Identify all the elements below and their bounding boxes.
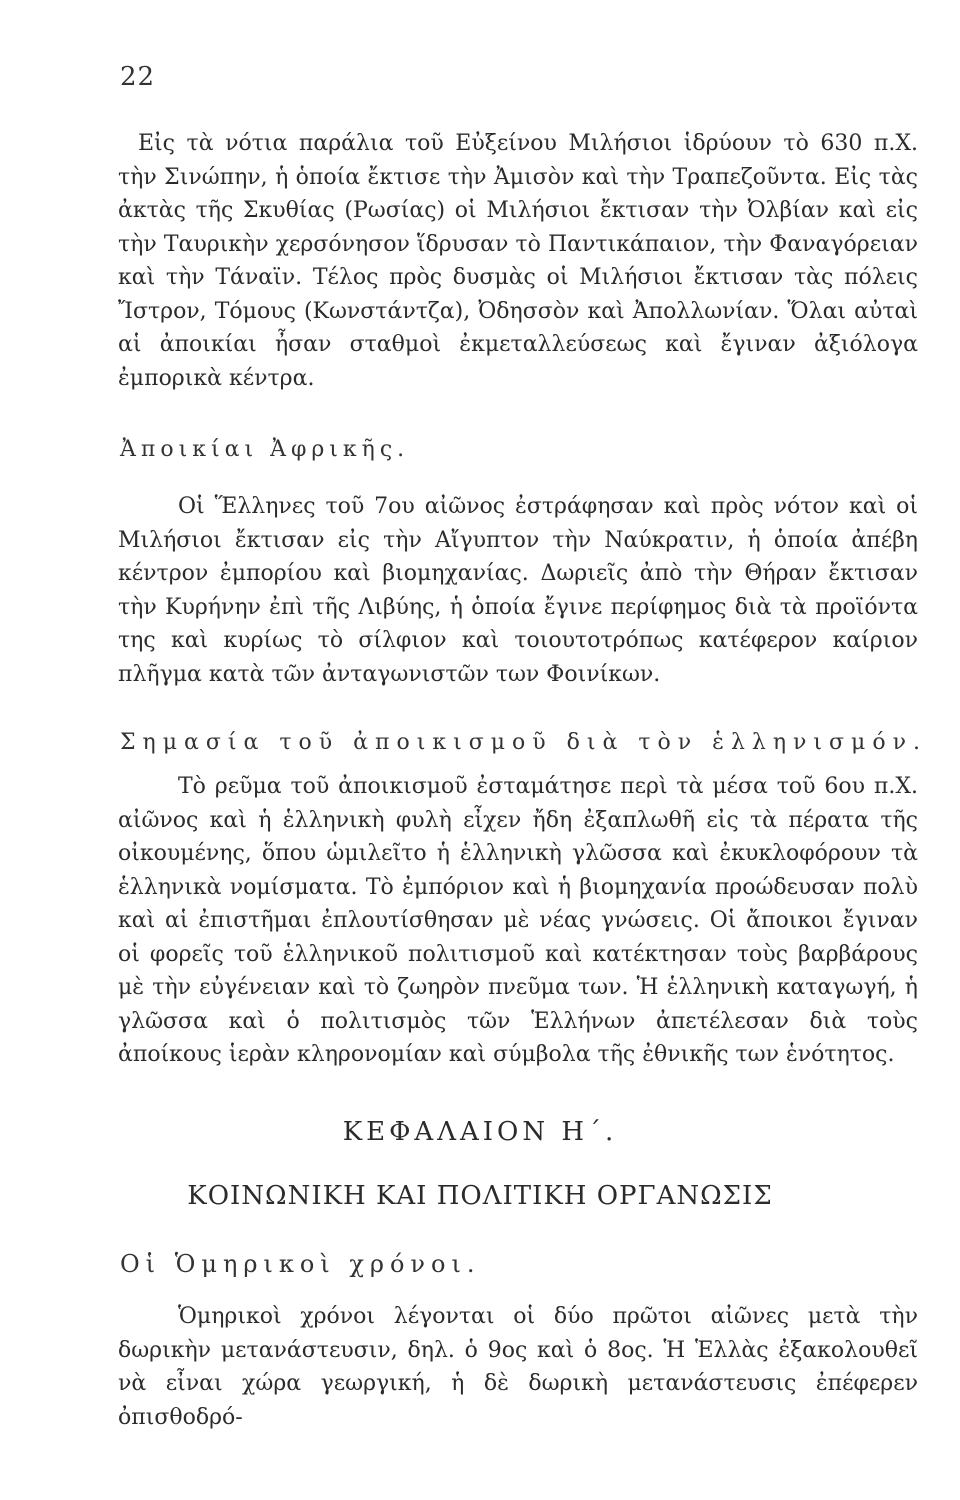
paragraph-significance bbox=[118, 770, 918, 1072]
page-number: 22 bbox=[120, 62, 156, 92]
subheading-homeric-times: Οἱ Ὁμηρικοὶ χρόνοι. bbox=[120, 1250, 481, 1278]
paragraph-black-sea-colonies bbox=[118, 127, 918, 395]
subheading-africa-colonies: Ἀποικίαι Ἀφρικῆς. bbox=[120, 437, 410, 462]
paragraph-text: Τὸ ρεῦμα τοῦ ἀποικισμοῦ ἐσταμάτησε περὶ τὰ μέσα τοῦ 6ου π.Χ. αἰῶνος καὶ ἡ ἑλληνικὴ φυλὴ εἶχεν ἤδη ἐξαπλωθῆ εἰς τὰ πέρατα τῆς οἰκουμένης, ὅπου ὡμιλεῖτο ἡ ἑλληνικὴ γλῶσσα καὶ ἐκυκλοφόρουν τὰ ἑλληνικὰ νομίσματα. Τὸ ἐμπόριον καὶ ἡ βιομηχανία προώδευσαν πολὺ καὶ αἱ ἐπιστῆμαι ἐπλουτίσθησαν μὲ νέας γνώσεις. Οἱ ἄποικοι ἔγιναν οἱ φορεῖς τοῦ ἑλληνικοῦ πολιτισμοῦ καὶ κατέκτησαν τοὺς βαρβάρους μὲ τὴν εὐγένειαν καὶ τὸ ζωηρὸν πνεῦμα των. Ἡ ἑλληνικὴ καταγωγή, ἡ γλῶσσα καὶ ὁ πολιτισμὸς τῶν Ἑλλήνων ἀπετέλεσαν διὰ τοὺς ἀποίκους ἱερὰν κληρονομίαν καὶ σύμβολα τῆς ἐθνικῆς των ἑνότητος. bbox=[118, 774, 918, 1067]
paragraph-africa-colonies bbox=[118, 490, 918, 691]
subheading-significance: Σημασία τοῦ ἀποικισμοῦ διὰ τὸν ἑλληνισμόν. bbox=[120, 730, 927, 755]
paragraph-text: Οἱ Ἕλληνες τοῦ 7ου αἰῶνος ἐστράφησαν καὶ πρὸς νότον καὶ οἱ Μιλήσιοι ἔκτισαν εἰς τὴν Αἴγυπτον τὴν Ναύκρατιν, ἡ ὁποία ἀπέβη κέντρον ἐμπορίου καὶ βιομηχανίας. Δωριεῖς ἀπὸ τὴν Θήραν ἔκτισαν τὴν Κυρήνην ἐπὶ τῆς Λιβύης, ἡ ὁποία ἔγινε περίφημος διὰ τὰ προϊόντα της καὶ κυρίως τὸ σίλφιον καὶ τοιουτοτρόπως κατέφερον καίριον πλῆγμα κατὰ τῶν ἀνταγωνιστῶν των Φοινίκων. bbox=[118, 494, 918, 687]
paragraph-text: Ὁμηρικοὶ χρόνοι λέγονται οἱ δύο πρῶτοι αἰῶνες μετὰ τὴν δωρικὴν μετανάστευσιν, δηλ. ὁ 9ος καὶ ὁ 8ος. Ἡ Ἑλλὰς ἐξακολουθεῖ νὰ εἶναι χώρα γεωργική, ἡ δὲ δωρικὴ μετανάστευσις ἐπέφερεν ὀπισθοδρό- bbox=[118, 1304, 918, 1430]
paragraph-text: Εἰς τὰ νότια παράλια τοῦ Εὐξείνου Μιλήσιοι ἱδρύουν τὸ 630 π.Χ. τὴν Σινώπην, ἡ ὁποία ἔκτισε τὴν Ἀμισὸν καὶ τὴν Τραπεζοῦντα. Εἰς τὰς ἀκτὰς τῆς Σκυθίας (Ρωσίας) οἱ Μιλήσιοι ἔκτισαν τὴν Ὀλβίαν καὶ εἰς τὴν Ταυρικὴν χερσόνησον ἵδρυσαν τὸ Παντικάπαιον, τὴν Φαναγόρειαν καὶ τὴν Τάναϊν. Τέλος πρὸς δυσμὰς οἱ Μιλήσιοι ἔκτισαν τὰς πόλεις Ἴστρον, Τόμους (Κωνστάντζα), Ὀδησσὸν καὶ Ἀπολλωνίαν. Ὅλαι αὐταὶ αἱ ἀποικίαι ἦσαν σταθμοὶ ἐκμεταλλεύσεως καὶ ἔγιναν ἀξιόλογα ἐμπορικὰ κέντρα. bbox=[118, 131, 918, 391]
chapter-title: ΚΟΙΝΩΝΙΚΗ ΚΑΙ ΠΟΛΙΤΙΚΗ ΟΡΓΑΝΩΣΙΣ bbox=[187, 1181, 773, 1211]
chapter-number: ΚΕΦΑΛΑΙΟΝ Η΄. bbox=[342, 1117, 618, 1147]
paragraph-homeric-times bbox=[118, 1300, 918, 1434]
